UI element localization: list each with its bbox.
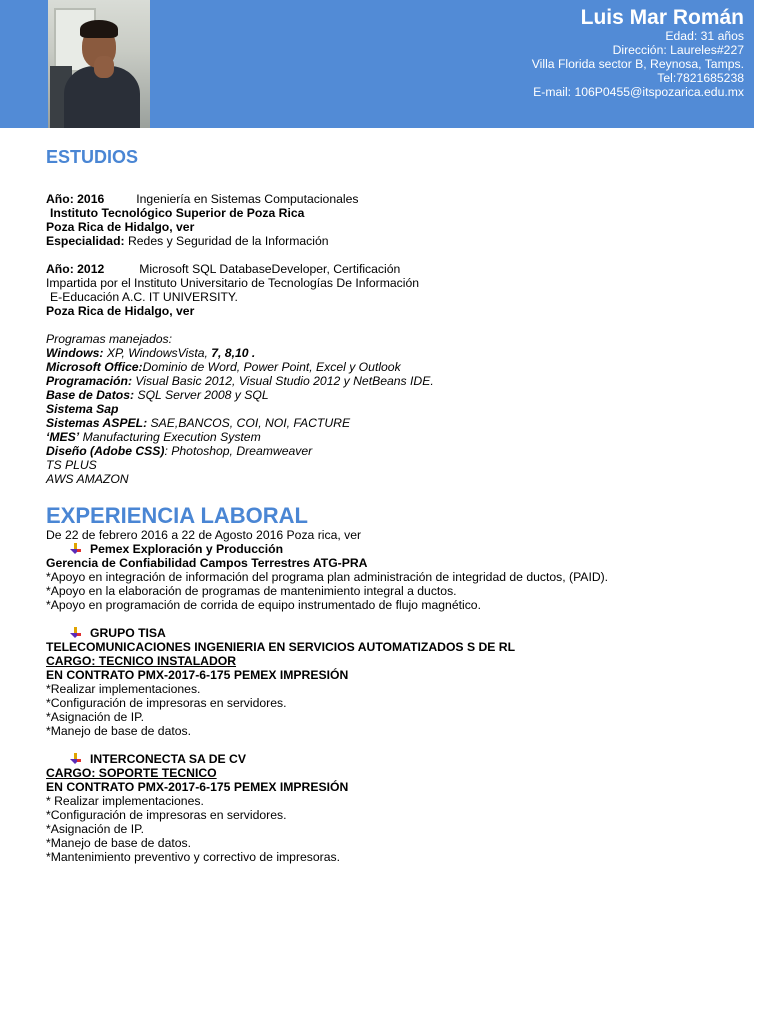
job3-company (70, 753, 246, 767)
company-name: GRUPO TISA (90, 626, 166, 640)
programs-heading: Programas manejados: (46, 332, 172, 346)
label: Microsoft Office: (46, 360, 143, 374)
specialty: Redes y Seguridad de la Información (124, 234, 329, 248)
phone: Tel:7821685238 (657, 71, 744, 85)
job2-duty: *Asignación de IP. (46, 710, 145, 724)
degree: Ingeniería en Sistemas Computacionales (136, 192, 359, 206)
job1-duty: *Apoyo en programación de corrida de equipo instrumentado de flujo magnético. (46, 598, 481, 612)
bullet-arrow-icon (70, 627, 82, 639)
specialty-line (46, 235, 329, 249)
education-entry-1-year-line (46, 193, 358, 207)
job3-contract: EN CONTRATO PMX-2017-6-175 PEMEX IMPRESIÓN (46, 780, 349, 794)
value-bold: 7, 8,10 . (207, 346, 256, 360)
programs-aspel (46, 417, 350, 431)
job2-duty: *Manejo de base de datos. (46, 724, 192, 738)
job3-duty: *Configuración de impresoras en servidores. (46, 808, 287, 822)
address-line-1: Dirección: Laureles#227 (612, 43, 744, 57)
value: SAE,BANCOS, COI, NOI, FACTURE (147, 416, 351, 430)
company-name: Pemex Exploración y Producción (90, 542, 284, 556)
value: Visual Basic 2012, Visual Studio 2012 y NetBeans IDE. (132, 374, 434, 388)
company-name: INTERCONECTA SA DE CV (90, 752, 246, 766)
job2-role: CARGO: TECNICO INSTALADOR (46, 654, 237, 668)
job2-duty: *Configuración de impresoras en servidores. (46, 696, 287, 710)
location: Poza Rica de Hidalgo, ver (46, 220, 195, 234)
job1-company (70, 543, 283, 557)
job1-dates: De 22 de febrero 2016 a 22 de Agosto 2016 Poza rica, ver (46, 528, 362, 542)
location: Poza Rica de Hidalgo, ver (46, 304, 195, 318)
job3-duty: * Realizar implementaciones. (46, 794, 204, 808)
job1-department: Gerencia de Confiabilidad Campos Terrestres ATG-PRA (46, 556, 368, 570)
certification-line-2: Impartida por el Instituto Universitario de Tecnologías De Información (46, 276, 420, 290)
value: Dominio de Word, Power Point, Excel y Outlook (142, 360, 401, 374)
job3-duty: *Asignación de IP. (46, 822, 145, 836)
job2-contract: EN CONTRATO PMX-2017-6-175 PEMEX IMPRESIÓN (46, 668, 349, 682)
job3-role: CARGO: SOPORTE TECNICO (46, 766, 217, 780)
degree: Microsoft SQL DatabaseDeveloper, Certificación (139, 262, 401, 276)
job2-duty: *Realizar implementaciones. (46, 682, 201, 696)
value: : Photoshop, Dreamweaver (164, 444, 313, 458)
age: Edad: 31 años (665, 29, 744, 43)
value: Manufacturing Execution System (79, 430, 261, 444)
job1-duty: *Apoyo en la elaboración de programas de mantenimiento integral a ductos. (46, 584, 457, 598)
bullet-arrow-icon (70, 543, 82, 555)
year-label: Año: 2016 (46, 192, 105, 206)
label: ‘MES’ (46, 430, 80, 444)
education-entry-2-year-line (46, 263, 400, 277)
job2-company (70, 627, 166, 641)
label: Base de Datos: (46, 388, 135, 402)
section-title-estudios: ESTUDIOS (46, 147, 139, 167)
programs-ts-plus: TS PLUS (46, 458, 97, 472)
programs-windows (46, 347, 255, 361)
candidate-name: Luis Mar Román (580, 6, 744, 29)
programs-aws: AWS AMAZON (46, 472, 129, 486)
email: E-mail: 106P0455@itspozarica.edu.mx (533, 85, 744, 99)
value: SQL Server 2008 y SQL (134, 388, 269, 402)
label: Sistemas ASPEL: (46, 416, 148, 430)
value: XP, WindowsVista, (103, 346, 208, 360)
programs-programming (46, 375, 434, 389)
programs-mes (46, 431, 261, 445)
bullet-arrow-icon (70, 753, 82, 765)
address-line-2: Villa Florida sector B, Reynosa, Tamps. (531, 57, 744, 71)
job2-subcompany: TELECOMUNICACIONES INGENIERIA EN SERVICIOS AUTOMATIZADOS S DE RL (46, 640, 516, 654)
label: Diseño (Adobe CSS) (46, 444, 165, 458)
profile-photo (48, 0, 150, 128)
job3-duty: *Mantenimiento preventivo y correctivo de impresoras. (46, 850, 340, 864)
specialty-label: Especialidad: (46, 234, 125, 248)
section-title-experiencia: EXPERIENCIA LABORAL (46, 503, 308, 528)
label: Windows: (46, 346, 104, 360)
programs-office (46, 361, 401, 375)
programs-sap: Sistema Sap (46, 402, 119, 416)
year-label: Año: 2012 (46, 262, 105, 276)
job1-duty: *Apoyo en integración de información del programa plan administración de integridad de ductos, (PAID). (46, 570, 609, 584)
job3-duty: *Manejo de base de datos. (46, 836, 192, 850)
institution: Instituto Tecnológico Superior de Poza Rica (50, 206, 305, 220)
certification-line-3: E-Educación A.C. IT UNIVERSITY. (50, 290, 238, 304)
label: Programación: (46, 374, 133, 388)
programs-design (46, 445, 312, 459)
programs-database (46, 389, 269, 403)
